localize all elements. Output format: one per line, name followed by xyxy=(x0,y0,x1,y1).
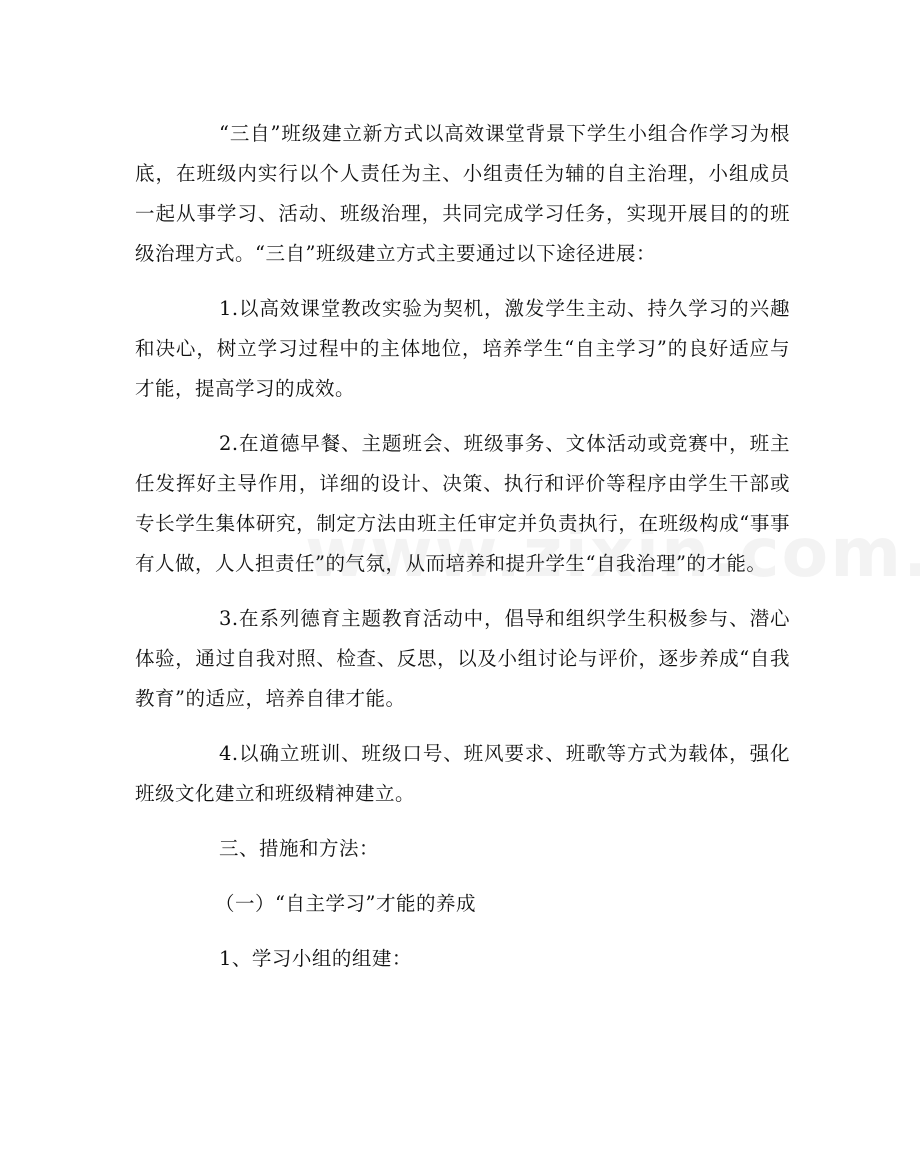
section-heading: 三、措施和方法： xyxy=(219,837,380,860)
subsection-item: 1、学习小组的组建： xyxy=(219,947,412,970)
paragraph-item-1: 1.以高效课堂教改实验为契机，激发学生主动、持久学习的兴趣和决心，树立学习过程中的主体地位，培养学生“自主学习”的良好适应与才能，提高学习的成效。 xyxy=(135,297,790,400)
document-body xyxy=(135,114,790,994)
paragraph-item-4: 4.以确立班训、班级口号、班风要求、班歌等方式为载体，强化班级文化建立和班级精神建立。 xyxy=(135,742,790,805)
paragraph-item-2: 2.在道德早餐、主题班会、班级事务、文体活动或竞赛中，班主任发挥好主导作用，详细的设计、决策、执行和评价等程序由学生干部或专长学生集体研究，制定方法由班主任审定并负责执行，在班级构成“事事有人做，人人担责任”的气氛，从而培养和提升学生“自我治理”的才能。 xyxy=(135,432,790,575)
paragraph-intro: “三自”班级建立新方式以高效课堂背景下学生小组合作学习为根底，在班级内实行以个人责任为主、小组责任为辅的自主治理，小组成员一起从事学习、活动、班级治理，共同完成学习任务，实现开展目的的班级治理方式。“三自”班级建立方式主要通过以下途径进展： xyxy=(135,122,790,265)
subsection-heading: （一）“自主学习”才能的养成 xyxy=(215,892,476,915)
paragraph-item-3: 3.在系列德育主题教育活动中，倡导和组织学生积极参与、潜心体验，通过自我对照、检查、反思，以及小组讨论与评价，逐步养成“自我教育”的适应，培养自律才能。 xyxy=(135,607,790,710)
